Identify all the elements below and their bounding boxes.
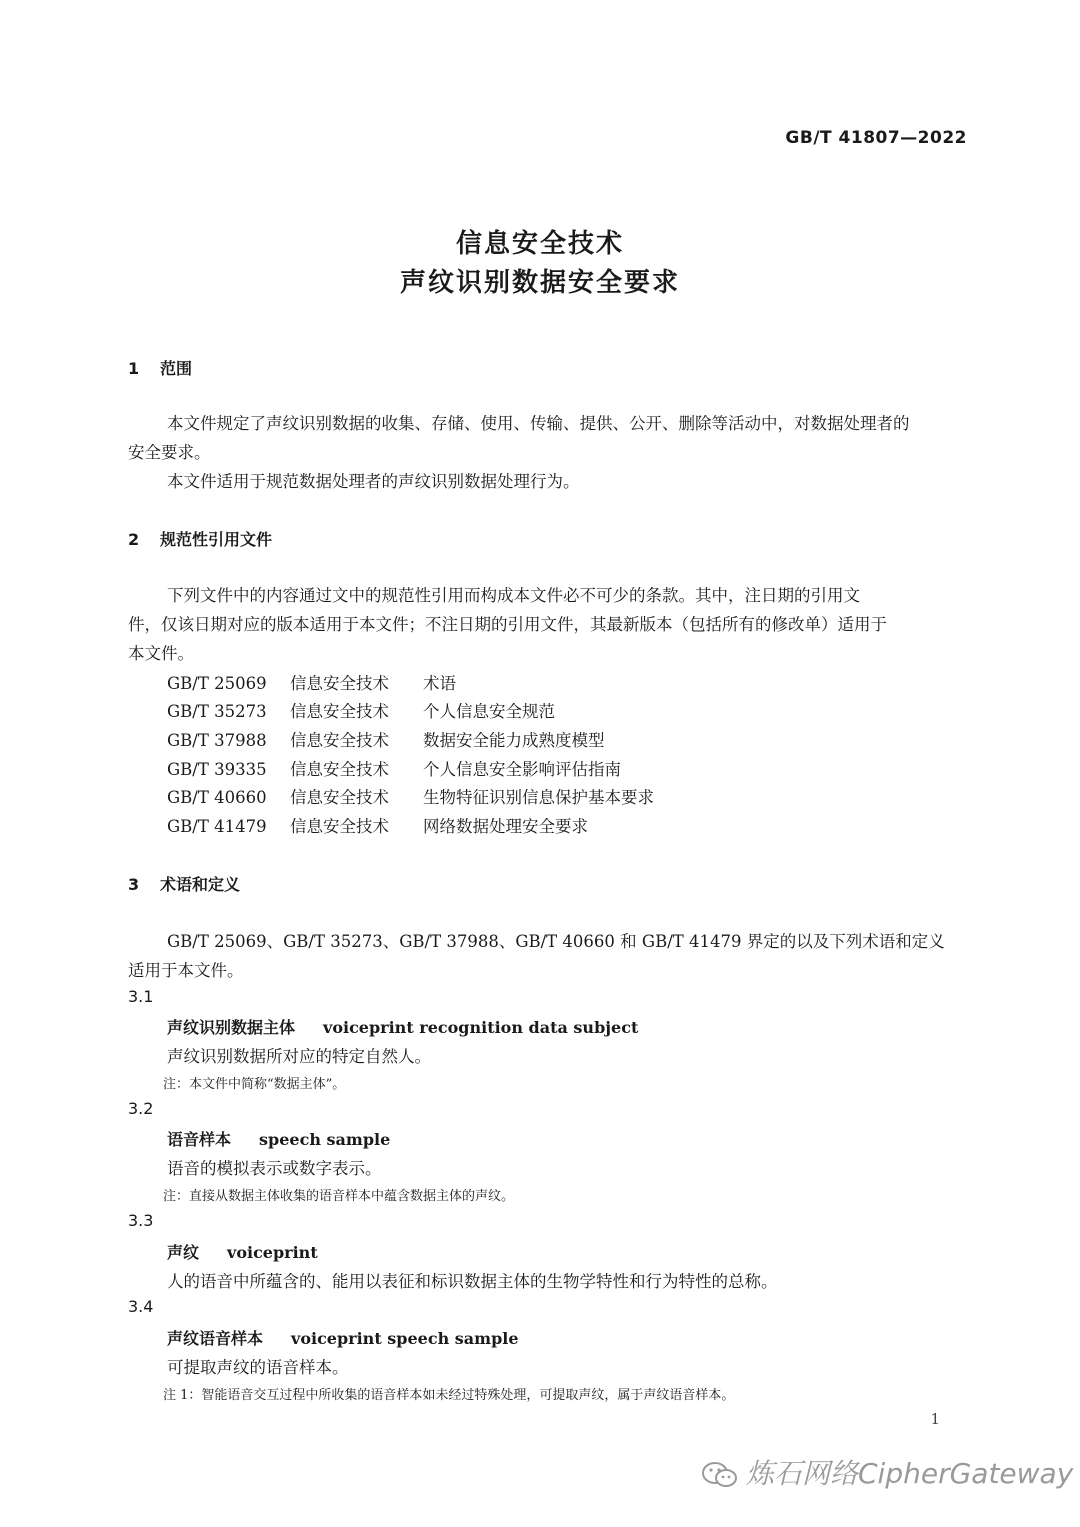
reference-domain: 信息安全技术 xyxy=(290,674,389,693)
reference-row xyxy=(167,784,654,808)
reference-title: 个人信息安全规范 xyxy=(423,702,555,721)
reference-code: GB/T 39335 xyxy=(167,760,267,779)
term-note: 注 1：智能语音交互过程中所收集的语音样本如未经过特殊处理，可提取声纹，属于声纹语音样本。 xyxy=(163,1388,735,1403)
reference-domain: 信息安全技术 xyxy=(290,731,389,750)
reference-domain: 信息安全技术 xyxy=(290,788,389,807)
section-1-p1-line2: 安全要求。 xyxy=(128,443,211,462)
term-title xyxy=(167,1015,638,1038)
term-title xyxy=(167,1240,318,1263)
term-definition: 人的语音中所蕴含的、能用以表征和标识数据主体的生物学特性和行为特性的总称。 xyxy=(167,1272,778,1291)
reference-title: 生物特征识别信息保护基本要求 xyxy=(423,788,654,807)
reference-title: 个人信息安全影响评估指南 xyxy=(423,760,621,779)
term-en: voiceprint recognition data subject xyxy=(323,1018,639,1037)
section-2-p-line1: 下列文件中的内容通过文中的规范性引用而构成本文件必不可少的条款。其中，注日期的引用文 xyxy=(167,586,860,605)
page-number: 1 xyxy=(930,1410,940,1428)
watermark-text: 炼石网络CipherGateway xyxy=(746,1457,1074,1490)
reference-title: 网络数据处理安全要求 xyxy=(423,817,588,836)
term-zh: 声纹语音样本 xyxy=(167,1329,264,1348)
section-1-heading xyxy=(128,356,192,379)
title-line-2: 声纹识别数据安全要求 xyxy=(399,268,680,298)
reference-domain: 信息安全技术 xyxy=(290,760,389,779)
reference-domain: 信息安全技术 xyxy=(290,702,389,721)
term-number: 3.3 xyxy=(128,1211,154,1230)
reference-code: GB/T 25069 xyxy=(167,674,267,693)
section-2-title: 规范性引用文件 xyxy=(160,530,273,549)
section-2-heading xyxy=(128,527,272,550)
term-zh: 声纹识别数据主体 xyxy=(167,1018,296,1037)
reference-row xyxy=(167,813,588,837)
reference-code: GB/T 40660 xyxy=(167,788,267,807)
term-number: 3.2 xyxy=(128,1099,154,1118)
section-1-number: 1 xyxy=(128,359,140,378)
section-1-title: 范围 xyxy=(160,359,193,378)
section-3-number: 3 xyxy=(128,875,140,894)
section-1-p1-line1: 本文件规定了声纹识别数据的收集、存储、使用、传输、提供、公开、删除等活动中，对数据处理者的 xyxy=(167,414,910,433)
section-3-heading xyxy=(128,872,240,895)
reference-title: 术语 xyxy=(423,674,456,693)
term-title xyxy=(167,1326,519,1349)
reference-row xyxy=(167,727,605,751)
term-en: voiceprint xyxy=(227,1243,318,1262)
reference-code: GB/T 37988 xyxy=(167,731,267,750)
reference-row xyxy=(167,670,456,694)
term-en: speech sample xyxy=(259,1130,391,1149)
section-2-p-line3: 本文件。 xyxy=(128,644,194,663)
term-definition: 声纹识别数据所对应的特定自然人。 xyxy=(167,1047,431,1066)
term-en: voiceprint speech sample xyxy=(291,1329,519,1348)
term-definition: 语音的模拟表示或数字表示。 xyxy=(167,1159,382,1178)
term-definition: 可提取声纹的语音样本。 xyxy=(167,1358,349,1377)
term-zh: 声纹 xyxy=(167,1243,200,1262)
reference-code: GB/T 35273 xyxy=(167,702,267,721)
reference-domain: 信息安全技术 xyxy=(290,817,389,836)
term-note: 注：直接从数据主体收集的语音样本中蕴含数据主体的声纹。 xyxy=(163,1189,515,1204)
watermark xyxy=(700,1452,1073,1492)
reference-row xyxy=(167,756,621,780)
term-number: 3.1 xyxy=(128,987,154,1006)
section-3-p-line2: 适用于本文件。 xyxy=(128,961,244,980)
reference-title: 数据安全能力成熟度模型 xyxy=(423,731,605,750)
wechat-icon xyxy=(700,1460,740,1490)
term-note: 注：本文件中简称“数据主体”。 xyxy=(163,1077,346,1092)
section-3-p-line1: GB/T 25069、GB/T 35273、GB/T 37988、GB/T 40660 和 GB/T 41479 界定的以及下列术语和定义 xyxy=(167,932,945,951)
section-3-title: 术语和定义 xyxy=(160,875,241,894)
term-zh: 语音样本 xyxy=(167,1130,232,1149)
section-2-p-line2: 件，仅该日期对应的版本适用于本文件；不注日期的引用文件，其最新版本（包括所有的修改单）适用于 xyxy=(128,615,887,634)
section-1-p2: 本文件适用于规范数据处理者的声纹识别数据处理行为。 xyxy=(167,472,580,491)
section-2-number: 2 xyxy=(128,530,140,549)
term-number: 3.4 xyxy=(128,1297,154,1316)
reference-code: GB/T 41479 xyxy=(167,817,267,836)
reference-row xyxy=(167,698,555,722)
title-line-1: 信息安全技术 xyxy=(455,229,624,259)
term-title xyxy=(167,1127,390,1150)
standard-number: GB/T 41807—2022 xyxy=(785,128,967,148)
